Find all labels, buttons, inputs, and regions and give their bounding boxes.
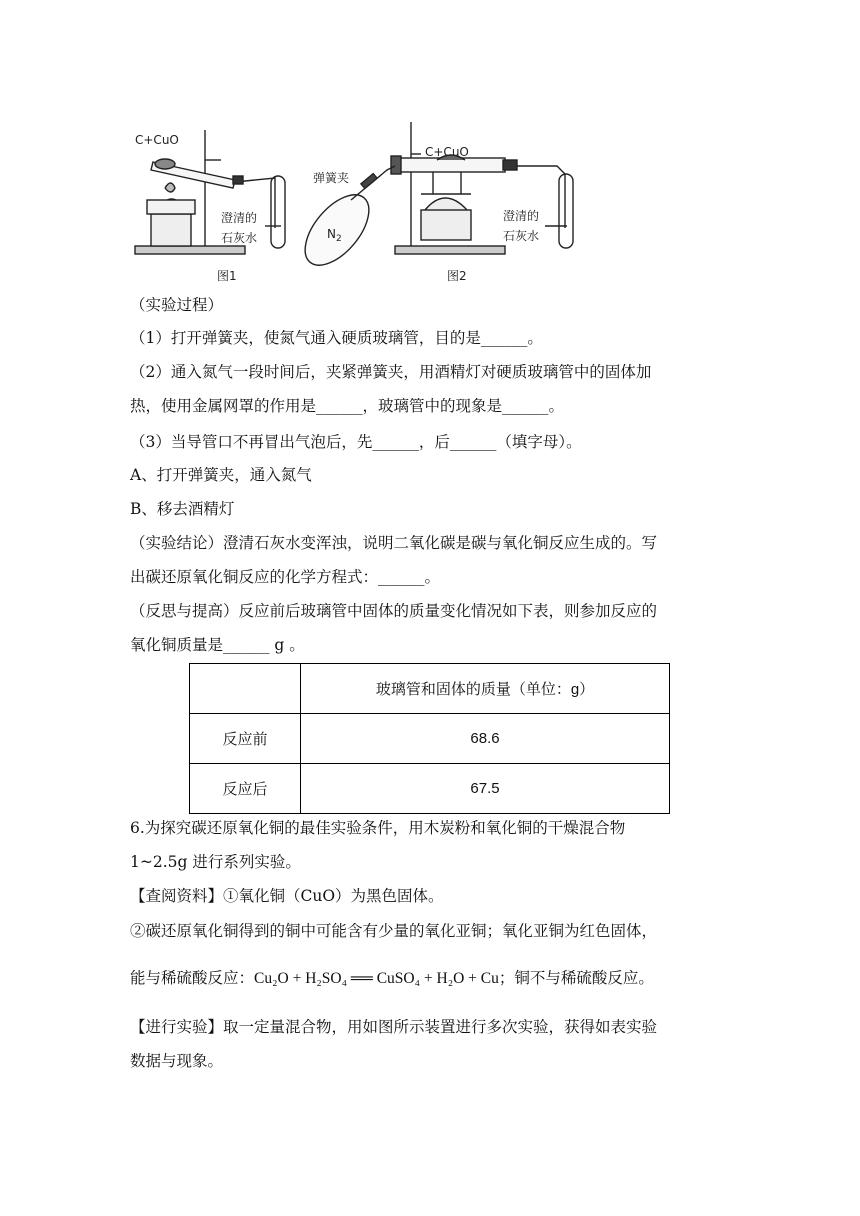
table-header-cell: 玻璃管和固体的质量（单位：g） (301, 664, 670, 714)
reaction-text: 能与稀硫酸反应： (130, 969, 255, 987)
apparatus-diagram (125, 118, 615, 288)
mass-table (189, 663, 670, 814)
question-line: （1）打开弹簧夹，使氮气通入硬质玻璃管，目的是______。 (130, 329, 543, 347)
option-a: A、打开弹簧夹，通入氮气 (130, 466, 312, 484)
question-line: 热，使用金属网罩的作用是______，玻璃管中的现象是______。 (130, 397, 565, 415)
experiment-line: 【进行实验】取一定量混合物，用如图所示装置进行多次实验，获得如表实验 (130, 1018, 658, 1036)
experiment-line: 数据与现象。 (130, 1052, 224, 1070)
apparatus-figure (125, 118, 615, 288)
reaction-line (130, 968, 730, 989)
fig1-caption: 图1 (217, 269, 237, 283)
fig2-clamp-label: 弹簧夹 (313, 171, 350, 185)
fig2-bag-label: $N_2$ (327, 227, 342, 244)
table-cell: 反应后 (190, 764, 301, 814)
table-cell: 68.6 (301, 714, 670, 764)
question-line: （2）通入氮气一段时间后，夹紧弹簧夹，用酒精灯对硬质玻璃管中的固体加 (130, 363, 652, 381)
fig2-reagent-label: C+CuO (425, 145, 469, 159)
conclusion-line: （实验结论）澄清石灰水变浑浊，说明二氧化碳是碳与氧化铜反应生成的。写 (130, 534, 658, 552)
fig2-water-label-1: 澄清的 (503, 209, 540, 223)
reference-line: ②碳还原氧化铜得到的铜中可能含有少量的氧化亚铜；氧化亚铜为红色固体， (130, 922, 658, 940)
question-6-line: 6.为探究碳还原氧化铜的最佳实验条件，用木炭粉和氧化铜的干燥混合物 (130, 819, 626, 837)
conclusion-line: 出碳还原氧化铜反应的化学方程式：______。 (130, 568, 441, 586)
fig1-reagent-label: C+CuO (135, 133, 179, 147)
table-cell (190, 664, 301, 714)
reflection-line: （反思与提高）反应前后玻璃管中固体的质量变化情况如下表，则参加反应的 (130, 602, 658, 620)
reaction-formula: Cu₂O + H₂SO₄ ══ CuSO₄ + H₂O + Cu (254, 970, 499, 987)
table-row (190, 714, 670, 764)
reaction-text: ；铜不与稀硫酸反应。 (498, 969, 654, 987)
table-cell: 67.5 (301, 764, 670, 814)
section-heading-process: （实验过程） (130, 296, 224, 314)
fig2-caption: 图2 (447, 269, 467, 283)
reflection-line: 氧化铜质量是______ g 。 (130, 636, 305, 654)
fig1-water-label-2: 石灰水 (221, 231, 258, 245)
fig1-water-label-1: 澄清的 (221, 211, 258, 225)
table-row (190, 664, 670, 714)
table-row (190, 764, 670, 814)
reference-line: 【查阅资料】①氧化铜（CuO）为黑色固体。 (130, 887, 444, 905)
fig2-water-label-2: 石灰水 (503, 229, 540, 243)
question-6-line: 1~2.5g 进行系列实验。 (130, 853, 301, 871)
question-line: （3）当导管口不再冒出气泡后，先______，后______（填字母）。 (130, 433, 582, 451)
option-b: B、移去酒精灯 (130, 500, 235, 518)
table-cell: 反应前 (190, 714, 301, 764)
